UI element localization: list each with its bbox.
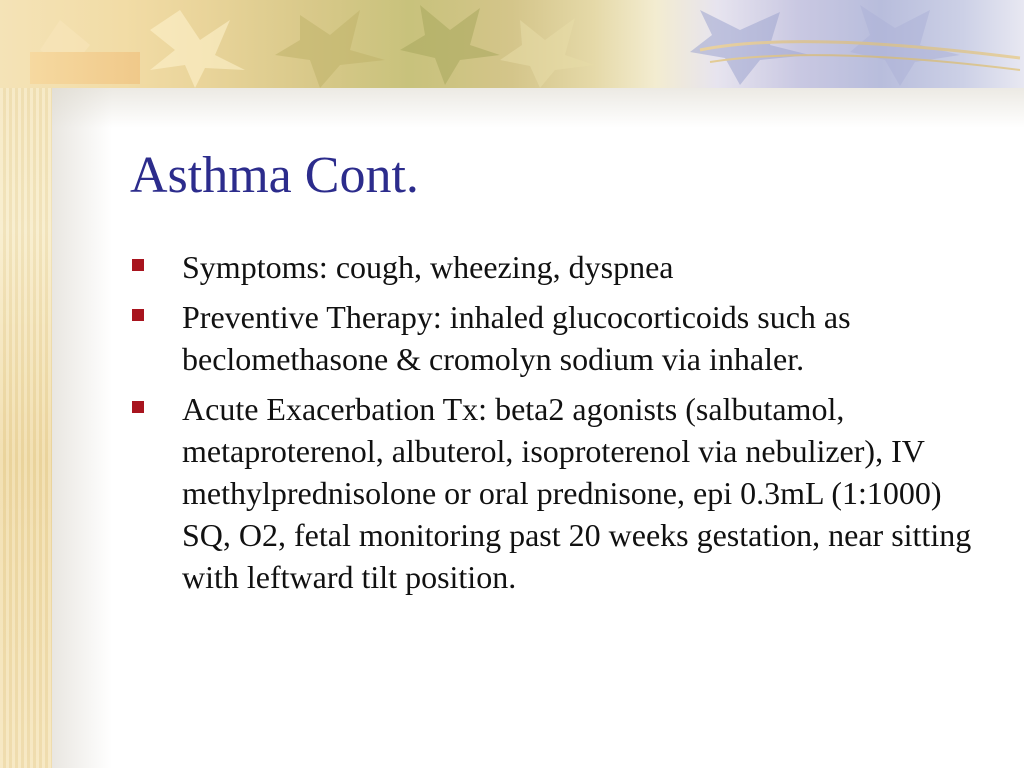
red-square-bullet-icon	[132, 401, 144, 413]
top-accent-band	[30, 52, 140, 84]
bullet-text: Acute Exacerbation Tx: beta2 agonists (salbutamol, metaproterenol, albuterol, isoproterenol via nebulizer), IV methylprednisolone or oral prednisone, epi 0.3mL (1:1000) SQ, O2, fetal monitoring past 20 weeks gestation, near sitting with leftward tilt position.	[182, 391, 972, 595]
bullet-item-symptoms	[130, 246, 990, 288]
bullet-item-acute-exacerbation	[130, 388, 990, 598]
slide-title: Asthma Cont.	[130, 147, 419, 204]
top-banner-shadow	[52, 88, 1024, 128]
bullet-item-preventive-therapy	[130, 296, 990, 380]
bullet-text: Symptoms: cough, wheezing, dyspnea	[182, 249, 674, 285]
red-square-bullet-icon	[132, 259, 144, 271]
left-decorative-strip	[0, 0, 52, 768]
top-decorative-banner	[0, 0, 1024, 88]
leaf-pattern-decoration	[0, 0, 1024, 88]
bullet-text: Preventive Therapy: inhaled glucocorticoids such as beclomethasone & cromolyn sodium via inhaler.	[182, 299, 851, 377]
bullet-list	[130, 246, 990, 606]
red-square-bullet-icon	[132, 309, 144, 321]
